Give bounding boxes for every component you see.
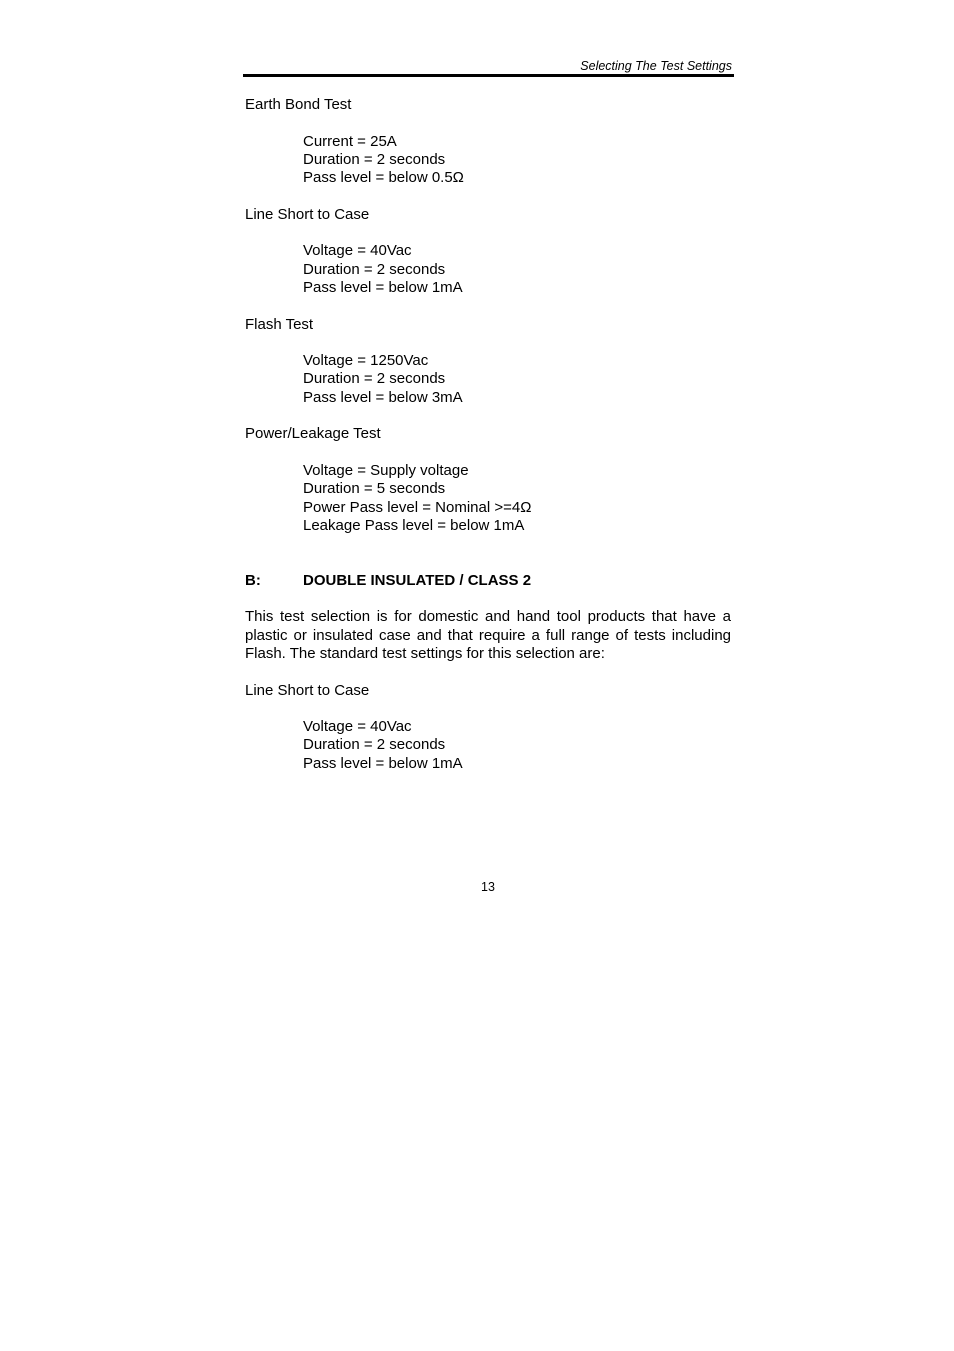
test-heading-flash: Flash Test	[245, 315, 314, 333]
test-heading-power-leakage: Power/Leakage Test	[245, 425, 381, 443]
param-line: Leakage Pass level = below 1mA	[303, 516, 525, 534]
param-line: Pass level = below 3mA	[303, 388, 463, 406]
section-label: B:	[245, 571, 261, 589]
test-heading-line-short-b: Line Short to Case	[245, 681, 370, 699]
param-line: Duration = 2 seconds	[303, 370, 446, 388]
param-line: Voltage = 1250Vac	[303, 352, 429, 370]
param-line: Voltage = Supply voltage	[303, 461, 469, 479]
test-params-flash	[303, 352, 731, 407]
param-line: Duration = 2 seconds	[303, 736, 446, 754]
header-rule	[243, 74, 734, 77]
running-header: Selecting The Test Settings	[580, 59, 732, 73]
param-line: Duration = 5 seconds	[303, 480, 446, 498]
test-params-power-leakage	[303, 462, 731, 535]
param-line: Voltage = 40Vac	[303, 718, 412, 736]
section-paragraph: This test selection is for domestic and hand tool products that have a plastic or insulated case and that require a full range of tests including Flash. The standard test settings for this selection are:	[245, 608, 731, 662]
param-line: Power Pass level = Nominal >=4Ω	[303, 498, 532, 516]
section-title: DOUBLE INSULATED / CLASS 2	[303, 571, 532, 589]
test-params-line-short	[303, 242, 731, 297]
section-heading-b	[245, 572, 731, 590]
param-line: Voltage = 40Vac	[303, 242, 412, 260]
test-heading-line-short: Line Short to Case	[245, 205, 370, 223]
param-line: Pass level = below 1mA	[303, 278, 463, 296]
param-line: Duration = 2 seconds	[303, 150, 446, 168]
page-content	[245, 96, 731, 791]
test-heading-earth-bond: Earth Bond Test	[245, 96, 352, 113]
param-line: Current = 25A	[303, 132, 397, 150]
param-line: Pass level = below 0.5Ω	[303, 169, 464, 187]
page-number: 13	[481, 880, 495, 894]
test-params-line-short-b	[303, 718, 731, 773]
test-params-earth-bond	[303, 133, 731, 188]
param-line: Pass level = below 1mA	[303, 754, 463, 772]
param-line: Duration = 2 seconds	[303, 260, 446, 278]
